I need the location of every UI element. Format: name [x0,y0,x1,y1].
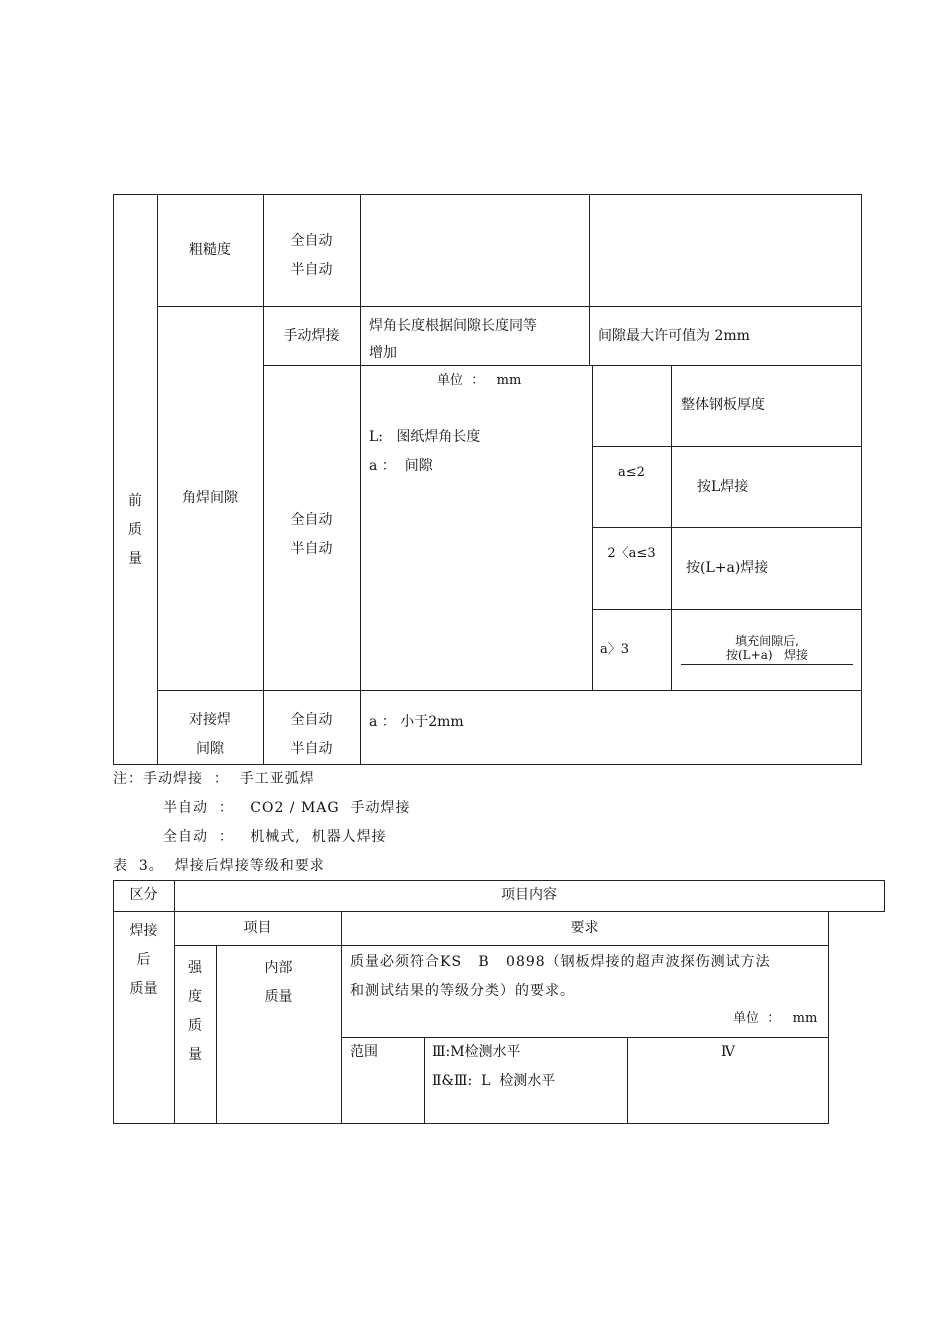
manual-weld-desc: 焊角长度根据间隙长度同等 增加 [369,318,537,361]
table-border [341,1037,829,1038]
cond-cell: a〉3 [600,642,630,657]
cond-cell: a≤2 [618,465,645,480]
unit-label: 单位 ： mm [733,1011,818,1026]
note-line-3: 全自动 ： 机械式, 机器人焊接 [163,829,387,845]
table-border [627,1037,628,1124]
table-border [113,880,884,881]
note-line-2: 半自动 ： CO2 / MAG 手动焊接 [163,800,411,816]
table-border [113,911,884,912]
table-border [360,194,361,765]
level-II-III: Ⅱ&Ⅲ: L 检测水平 [432,1073,556,1089]
requirement-text: 质量必须符合KS B 0898（钢板焊接的超声波探伤测试方法 [350,954,771,970]
item-header: 项目 [243,920,272,936]
manual-weld-method: 手动焊接 [283,328,340,344]
requirement-text: 和测试结果的等级分类）的要求。 [350,983,575,999]
table-border [884,880,885,912]
note-line-1: 注：手动焊接 ： 手工亚弧焊 [113,771,315,787]
level-III: Ⅲ:M检测水平 [432,1044,521,1060]
section-label: 前 质 量 [128,493,142,567]
rule-cell: 按(L+a)焊接 [686,560,769,576]
fillet-gap-label: 角焊间隙 [182,490,238,506]
table-border [113,1123,829,1124]
table-border [113,194,114,765]
table-border [592,365,593,691]
table-border [424,1037,425,1124]
butt-gap-desc: a ： 小于2mm [369,714,464,730]
table-border [589,194,590,366]
rule-cell: 按L焊接 [697,479,749,495]
table-border [341,911,342,1124]
table-border [263,365,862,366]
legend-L: L: 图纸焊角长度 [369,429,481,445]
table-border [157,194,158,765]
table-border [861,194,862,765]
table-border [671,365,672,691]
table-border [592,446,862,447]
section-label: 焊接 后 质量 [129,923,158,997]
table-border [113,764,862,765]
col-header-category: 区分 [129,887,158,903]
level-IV: Ⅳ [721,1044,735,1060]
internal-quality-label: 内部 质量 [264,960,293,1005]
gap-max-note: 间隙最大许可值为 2mm [598,328,750,344]
rule-cell: 填充间隙后, [735,634,799,648]
table-border [592,527,862,528]
table-border [592,609,862,610]
butt-gap-method: 全自动 半自动 [290,712,333,757]
col-header-content: 项目内容 [501,887,557,903]
underline [681,664,853,665]
table-3-title: 表 3。 焊接后焊接等级和要求 [113,858,325,874]
unit-label: 单位 ： mm [437,373,522,388]
table-border [828,911,829,1124]
butt-gap-label: 对接焊 间隙 [189,712,231,757]
cond-cell: 2〈a≤3 [607,546,656,561]
roughness-method: 全自动 半自动 [290,233,333,278]
legend-a: a ： 间隙 [369,458,433,474]
rule-cell: 按(L+a) 焊接 [726,648,808,662]
range-label: 范围 [350,1044,378,1060]
table-border [174,945,829,946]
plate-thickness-header: 整体钢板厚度 [681,397,765,413]
table-border [113,194,862,195]
roughness-label: 粗糙度 [189,242,231,258]
requirement-header: 要求 [570,920,599,936]
strength-quality-label: 强 度 质 量 [188,960,202,1063]
auto-weld-method: 全自动 半自动 [290,512,333,557]
